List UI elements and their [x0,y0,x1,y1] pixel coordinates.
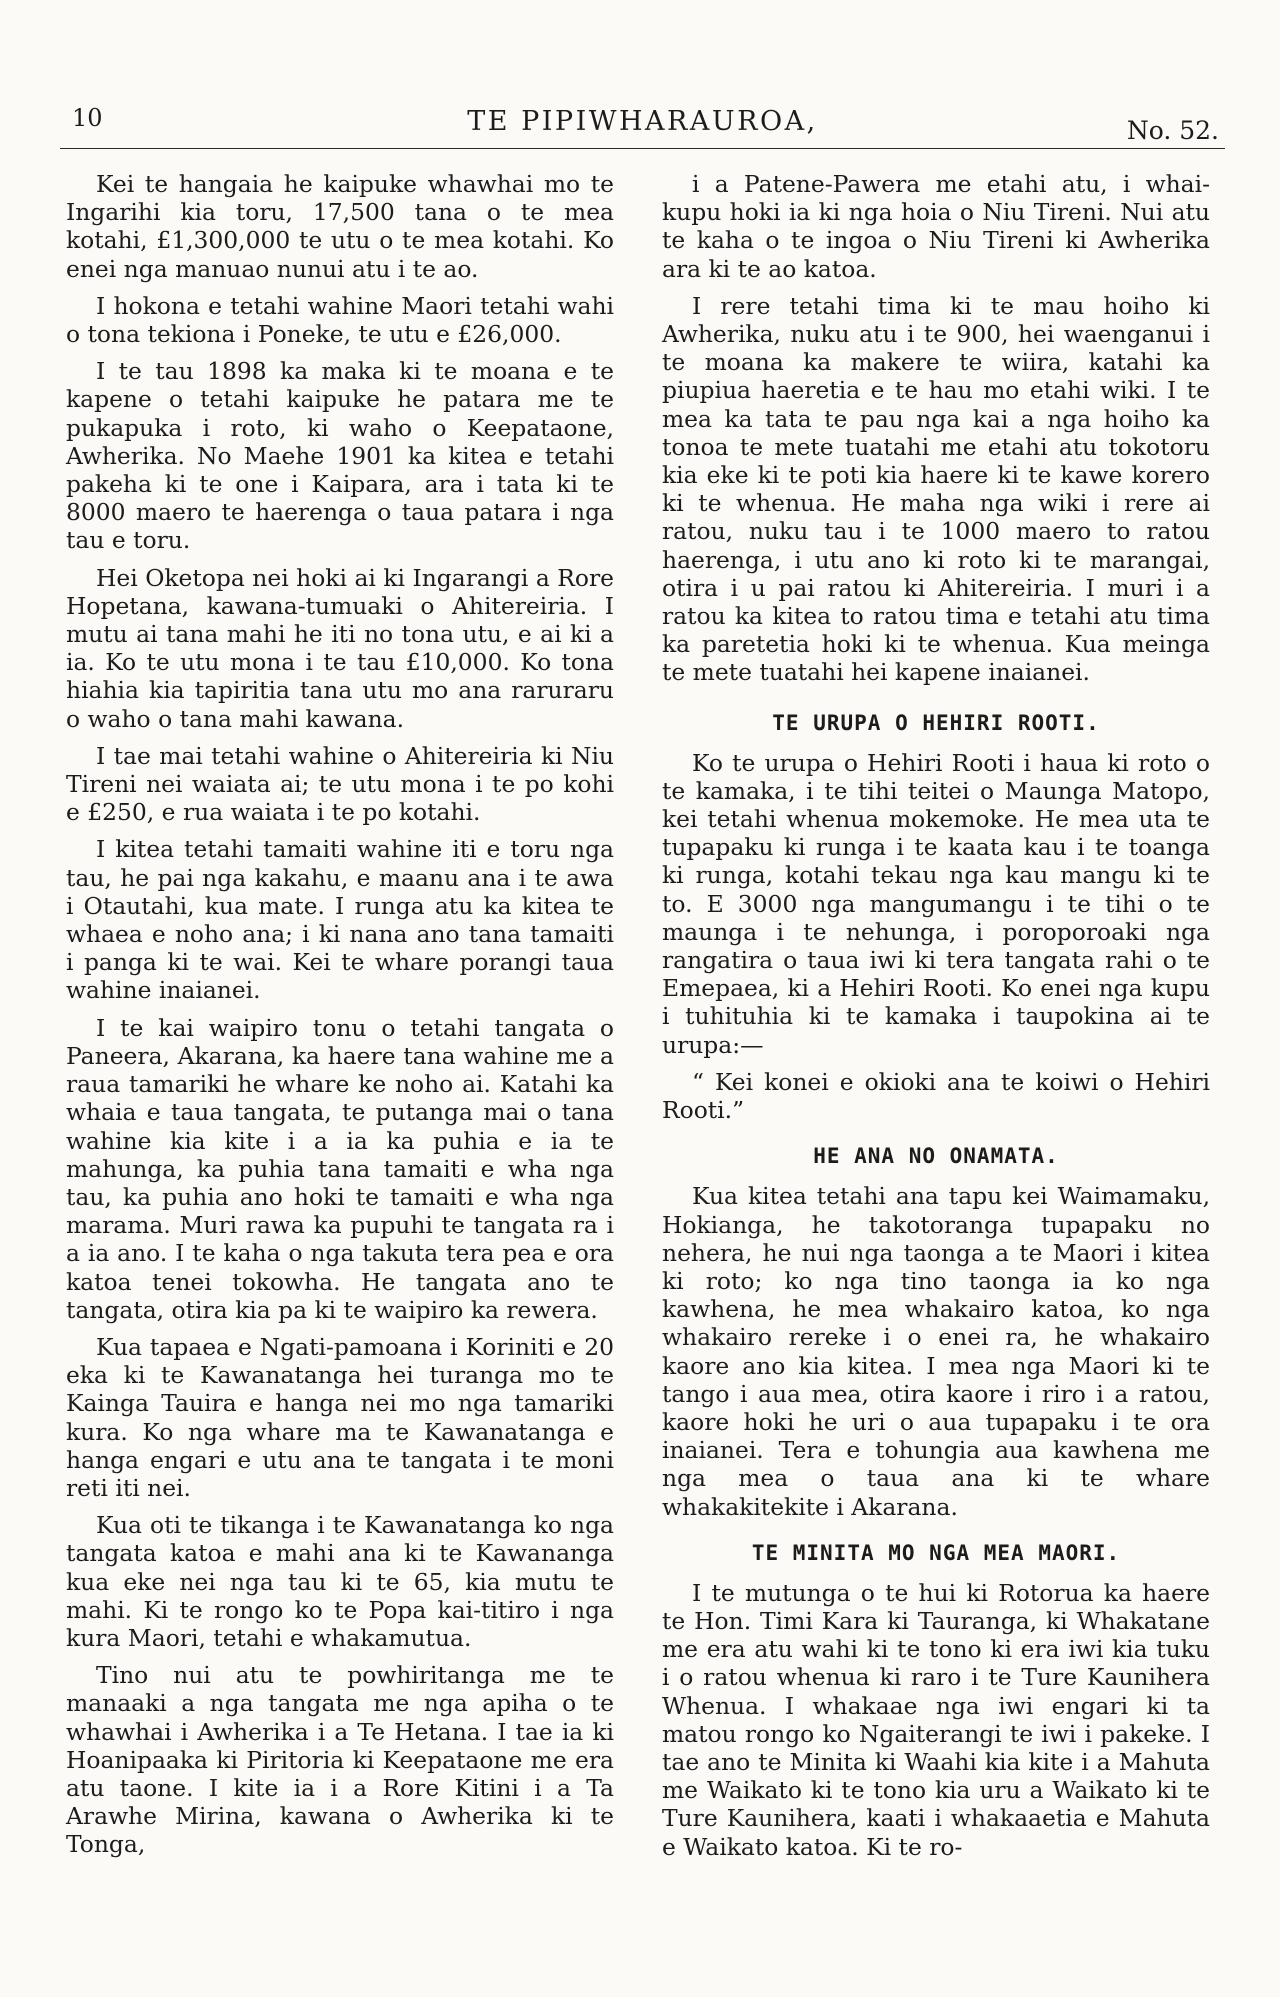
article-paragraph: I te mutunga o te hui ki Rotorua ka haere te Hon. Timi Kara ki Tauranga, ki Whakatane me era atu wahi ki te tono ki era iwi kia tuku i o ratou whenua ki raro i te Ture Kaunihera Whenua. I whakaae nga iwi engari ki ta matou rongo ko Ngaiterangi te iwi i pakeke. I tae ano te Minita ki Waahi kia kite i a Mahuta me Waikato ki te tono kia uru a Waikato ki te Ture Kaunihera, kaati i whakaaetia e Mahuta e Waikato katoa. Ki te ro- [662,1578,1210,1861]
news-item: I te tau 1898 ka maka ki te moana e te kapene o tetahi kaipuke he patara me te pukapuka i roto, ki waho o Keepataone, Awherika. No Maehe 1901 ka kitea e tetahi pakeha ki te one i Kaipara, ara i tata ki te 8000 maero te haerenga o taua patara i nga tau e toru. [66,357,614,555]
page-header [60,88,1225,149]
news-item: I kitea tetahi tamaiti wahine iti e toru nga tau, he pai nga kakahu, e maanu ana i te awa i Otautahi, kua mate. I runga atu ka kitea te whaea e noho ana; i ki nana ano tana tamaiti i panga ki te wai. Kei te whare porangi taua wahine inaianei. [66,835,614,1005]
issue-number: No. 52. [1126,116,1219,145]
left-column [66,170,614,1868]
news-item: I rere tetahi tima ki te mau hoiho ki Awherika, nuku atu i te 900, hei waenganui i te moana ka makere te wiira, katahi ka piupiua haeretia e te hau mo etahi wiki. I te mea ka tata te pau nga kai a nga hoiho ka tonoa te mete tuatahi me etahi atu tokotoru kia eke ki te poti kia haere ki te kawe korero ki te whenua. He maha nga wiki i rere ai ratou, nuku tau i te 1000 maero to ratou haerenga, i utu ano ki roto ki te marangai, otira i u pai ratou ki Ahitereiria. I muri i a ratou ka kitea to ratou tima e tetahi atu tima ka paretetia hoki ki te whenua. Kua meinga te mete tuatahi hei kapene inaianei. [662,291,1210,687]
section-heading-ana: HE ANA NO ONAMATA. [813,1144,1059,1169]
section-heading-minita: TE MINITA MO NGA MEA MAORI. [751,1540,1121,1565]
news-item: Kua oti te tikanga i te Kawanatanga ko nga tangata katoa e mahi ana ki te Kawananga kua eke nei nga tau ki te 65, kia mutu te mahi. Ki te rongo ko te Popa kai-titiro i nga kura Maori, tetahi e whakamutua. [66,1511,614,1652]
news-item: Hei Oketopa nei hoki ai ki Ingarangi a Rore Hopetana, kawana-tumuaki o Ahitereiria. I mutu ai tana mahi he iti no tona utu, e ai ki a ia. Ko te utu mona i te tau £10,000. Ko tona hiahia kia tapiritia tana utu mo ana raruraru o waho o tana mahi kawana. [66,563,614,733]
page-number: 10 [72,104,103,132]
inscription-quote: “ Kei konei e okioki ana te koiwi o Hehiri Rooti.” [662,1067,1210,1125]
news-item: I hokona e tetahi wahine Maori tetahi wahi o tona tekiona i Poneke, te utu e £26,000. [66,291,614,349]
right-column [662,170,1210,1870]
newspaper-title: TE PIPIWHARAUROA, [467,106,818,137]
news-item: Kua tapaea e Ngati-pamoana i Koriniti e 20 eka ki te Kawanatanga hei turanga mo te Kainga Tauira e hanga nei mo nga tamariki kura. Ko nga whare ma te Kawanatanga e hanga engari e utu ana te tangata i te moni reti iti nei. [66,1332,614,1502]
news-item: i a Patene-Pawera me etahi atu, i whai-kupu hoki ia ki nga hoia o Niu Tireni. Nui atu te kaha o te ingoa o Niu Tireni ki Awherika ara ki te ao katoa. [662,170,1210,283]
news-item: Tino nui atu te powhiritanga me te manaaki a nga tangata me nga apiha o te whawhai i Awherika i a Te Hetana. I tae ia ki Hoanipaaka ki Piritoria ki Keepataone me era atu taone. I kite ia i a Rore Kitini i a Ta Arawhe Mirina, kawana o Awherika ki te Tonga, [66,1661,614,1859]
news-item: I tae mai tetahi wahine o Ahitereiria ki Niu Tireni nei waiata ai; te utu mona i te po kohi e £250, e rua waiata i te po kotahi. [66,741,614,827]
news-item: I te kai waipiro tonu o tetahi tangata o Paneera, Akarana, ka haere tana wahine me a raua tamariki he whare ke noho ai. Katahi ka whaia e taua tangata, te putanga mai o tana wahine kia kite i a ia ka puhia e ia te mahunga, ka puhia tana tamaiti e wha nga tau, ka puhia ano hoki te tamaiti e wha nga marama. Muri rawa ka pupuhi te tangata ra i a ia ano. I te kaha o nga takuta tera pea e ora katoa tenei tokowha. He tangata ano te tangata, otira kia pa ki te waipiro ka rewera. [66,1013,614,1324]
section-heading-urupa: TE URUPA O HEHIRI ROOTI. [772,710,1100,735]
article-paragraph: Ko te urupa o Hehiri Rooti i haua ki roto o te kamaka, i te tihi teitei o Maunga Matopo, kei tetahi whenua mokemoke. He mea uta te tupapaku ki runga i te kaata kau i te toanga ki runga, kotahi tekau nga kau mangu ki te to. E 3000 nga mangumangu i te tihi o te maunga i te nehunga, i poroporoaki nga rangatira o taua iwi ki tera tangata rahi o te Emepaea, ki a Hehiri Rooti. Ko enei nga kupu i tuhituhia ki te kamaka i taupokina ai te urupa:— [662,748,1210,1059]
news-item: Kei te hangaia he kaipuke whawhai mo te Ingarihi kia toru, 17,500 tana o te mea kotahi, £1,300,000 te utu o te mea kotahi. Ko enei nga manuao nunui atu i te ao. [66,170,614,283]
article-paragraph: Kua kitea tetahi ana tapu kei Waimamaku, Hokianga, he takotoranga tupapaku no nehera, he nui nga taonga a te Maori i kitea ki roto; ko nga tino taonga ia ko nga kawhena, he mea whakairo katoa, ko nga whakairo rereke i o enei ra, he whakairo kaore ano kia kitea. I mea nga Maori ki te tango i aua mea, otira kaore i riro i a ratou, kaore hoki he uri o aua tupapaku i te ora inaianei. Tera e tohungia aua kawhena me nga mea o taua ana ki te whare whakakitekite i Akarana. [662,1182,1210,1521]
